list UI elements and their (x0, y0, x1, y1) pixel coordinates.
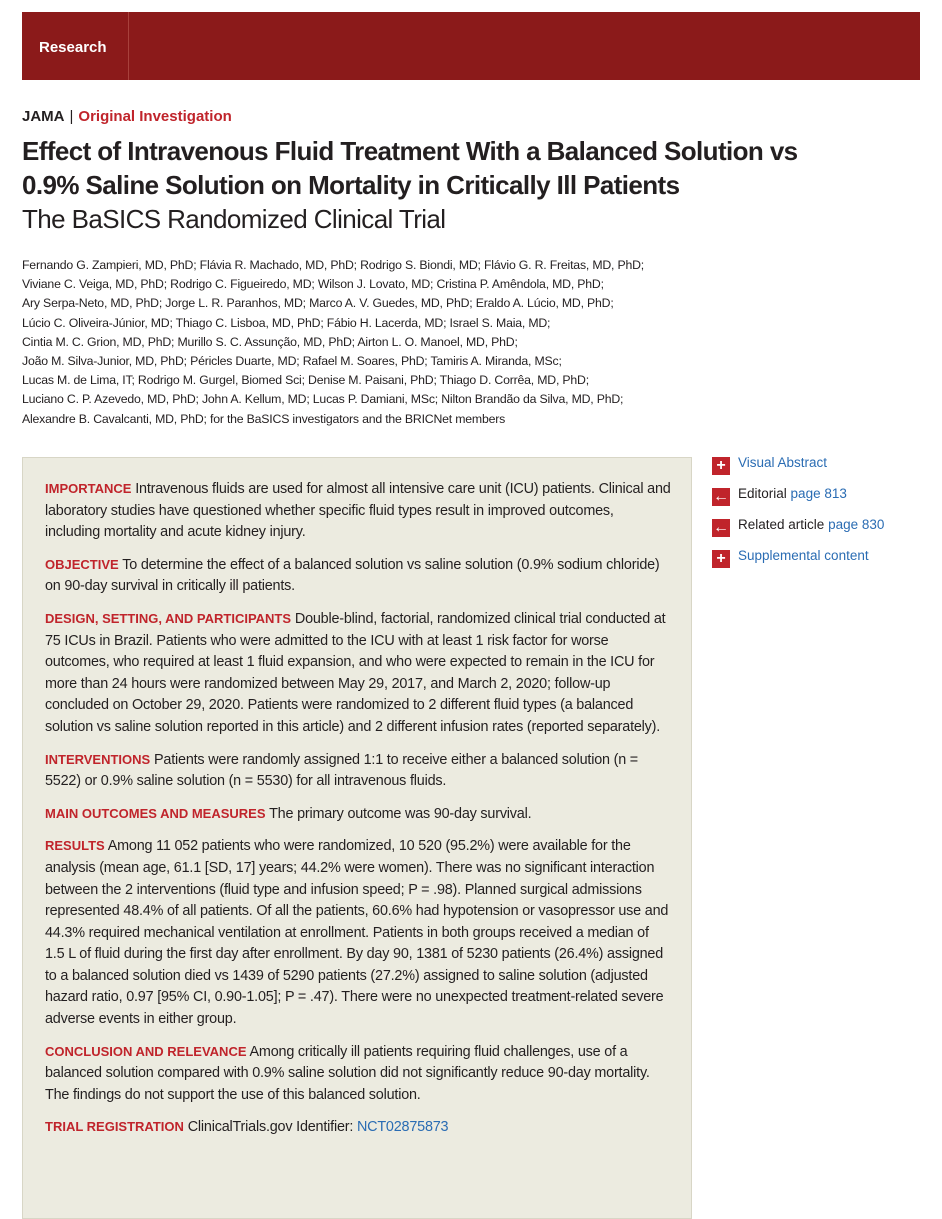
author-line: Viviane C. Veiga, MD, PhD; Rodrigo C. Figueiredo, MD; Wilson J. Lovato, MD; Cristina P. Amêndola, MD, PhD; (22, 277, 604, 292)
section-heading: IMPORTANCE (45, 481, 132, 496)
section-heading: CONCLUSION AND RELEVANCE (45, 1043, 247, 1059)
arrow-left-icon: ← (713, 488, 729, 505)
section-text: Intravenous fluids are used for almost all intensive care unit (ICU) patients. Clinical and laboratory studies have questioned whether specific fluid types result in improved outcomes, including mortality and acute kidney injury. (45, 481, 671, 541)
sidebar-label[interactable]: Visual Abstract (738, 455, 828, 470)
article-type[interactable]: Original Investigation (78, 108, 232, 125)
section-heading: MAIN OUTCOMES AND MEASURES (45, 805, 266, 821)
author-line: Lúcio C. Oliveira-Júnior, MD; Thiago C. Lisboa, MD, PhD; Fábio H. Lacerda, MD; Israel S. Maia, MD; (22, 315, 551, 330)
sidebar-page-link[interactable]: page 830 (828, 517, 885, 532)
section-label[interactable]: Research (39, 39, 107, 56)
section-text: To determine the effect of a balanced solution vs saline solution (0.9% sodium chloride) on 90-day survival in critically ill patients. (45, 556, 660, 595)
kicker-separator: | (69, 108, 74, 125)
abstract-box (22, 457, 692, 1219)
author-line: João M. Silva-Junior, MD, PhD; Péricles Duarte, MD; Rafael M. Soares, PhD; Tamiris A. Miranda, MSc; (22, 354, 562, 369)
article-title (22, 134, 822, 236)
section-banner (22, 12, 920, 80)
trial-id-link[interactable]: NCT02875873 (356, 1119, 449, 1136)
author-line: Fernando G. Zampieri, MD, PhD; Flávia R. Machado, MD, PhD; Rodrigo S. Biondi, MD; Flávio G. R. Freitas, MD, PhD; (22, 258, 645, 272)
sidebar-editorial[interactable] (712, 483, 922, 514)
abstract-objective (45, 554, 671, 598)
sidebar-related-article[interactable] (712, 514, 922, 545)
sidebar-page-link[interactable]: page 813 (790, 486, 847, 501)
author-line: Alexandre B. Cavalcanti, MD, PhD; for the BaSICS investigators and the BRICNet members (22, 411, 506, 426)
section-heading: RESULTS (45, 838, 105, 854)
related-content-sidebar (712, 452, 922, 576)
abstract-conclusion (45, 1041, 671, 1107)
section-heading: OBJECTIVE (45, 556, 119, 572)
section-text: Double-blind, factorial, randomized clinical trial conducted at 75 ICUs in Brazil. Patients who were admitted to the ICU with at least 1 risk factor for worse outcomes, who required at least 1 fluid expansion, and who were expected to remain in the ICU for more than 24 hours were randomized between May 29, 2017, and March 2, 2020; follow-up concluded on October 29, 2020. Patients were randomized to 2 different fluid types (a balanced solution vs saline solution reported in this article) and 2 different infusion rates (reported separately). (45, 610, 666, 735)
sidebar-visual-abstract[interactable] (712, 452, 922, 483)
plus-icon: + (712, 457, 730, 475)
author-line: Cintia M. C. Grion, MD, PhD; Murillo S. C. Assunção, MD, PhD; Airton L. O. Manoel, MD, PhD; (22, 334, 518, 349)
author-line: Luciano C. P. Azevedo, MD, PhD; John A. Kellum, MD; Lucas P. Damiani, MSc; Nilton Brandão da Silva, MD, PhD; (22, 392, 624, 407)
abstract-results (45, 835, 671, 1030)
section-heading: INTERVENTIONS (45, 751, 151, 767)
author-line: Ary Serpa-Neto, MD, PhD; Jorge L. R. Paranhos, MD; Marco A. V. Guedes, MD, PhD; Eraldo A. Lúcio, MD, PhD; (22, 296, 614, 311)
abstract-outcomes (45, 803, 671, 826)
section-heading: TRIAL REGISTRATION (45, 1119, 184, 1135)
title-main: Effect of Intravenous Fluid Treatment With a Balanced Solution vs 0.9% Saline Solution on Mortality in Critically Ill Patients (22, 136, 798, 200)
plus-icon: + (712, 550, 730, 568)
abstract-design (45, 608, 671, 739)
section-text: The primary outcome was 90-day survival. (269, 805, 532, 822)
sidebar-label: Editorial (738, 486, 787, 501)
section-heading: DESIGN, SETTING, AND PARTICIPANTS (45, 610, 292, 626)
sidebar-supplemental[interactable] (712, 545, 922, 576)
title-subtitle: The BaSICS Randomized Clinical Trial (22, 204, 446, 234)
sidebar-label: Related article (738, 517, 825, 532)
journal-name: JAMA (22, 108, 65, 125)
arrow-left-icon: ← (713, 519, 729, 536)
abstract-registration (45, 1116, 671, 1139)
author-list (22, 256, 722, 429)
author-line: Lucas M. de Lima, IT; Rodrigo M. Gurgel, Biomed Sci; Denise M. Paisani, PhD; Thiago D. Corrêa, MD, PhD; (22, 373, 589, 388)
section-text: Among critically ill patients requiring fluid challenges, use of a balanced solution compared with 0.9% saline solution did not significantly reduce 90-day mortality. The findings do not support the use of this balanced solution. (45, 1043, 650, 1103)
section-text: Among 11 052 patients who were randomized, 10 520 (95.2%) were available for the analysis (mean age, 61.1 [SD, 17] years; 44.2% were women). There was no significant interaction between the 2 interventions (fluid type and infusion speed; P = .98). Planned surgical admissions represented 48.4% of all patients. Of all the patients, 60.6% had hypotension or vasopressor use and 44.3% required mechanical ventilation at enrollment. Patients in both groups received a median of 1.5 L of fluid during the first day after enrollment. By day 90, 1381 of 5230 patients (26.4%) assigned to a balanced solution died vs 1439 of 5290 patients (27.2%) assigned to saline solution (adjusted hazard ratio, 0.97 [95% CI, 0.90-1.05]; P = .47). There were no unexpected treatment-related severe adverse events in either group. (45, 838, 669, 1028)
sidebar-label[interactable]: Supplemental content (738, 548, 869, 563)
abstract-importance (45, 478, 671, 544)
section-text: ClinicalTrials.gov Identifier: (187, 1119, 354, 1136)
banner-divider (128, 12, 129, 80)
abstract-interventions (45, 749, 671, 793)
section-text: Patients were randomly assigned 1:1 to receive either a balanced solution (n = 5522) or 0.9% saline solution (n = 5530) for all intravenous fluids. (45, 751, 639, 790)
article-kicker (22, 108, 232, 125)
